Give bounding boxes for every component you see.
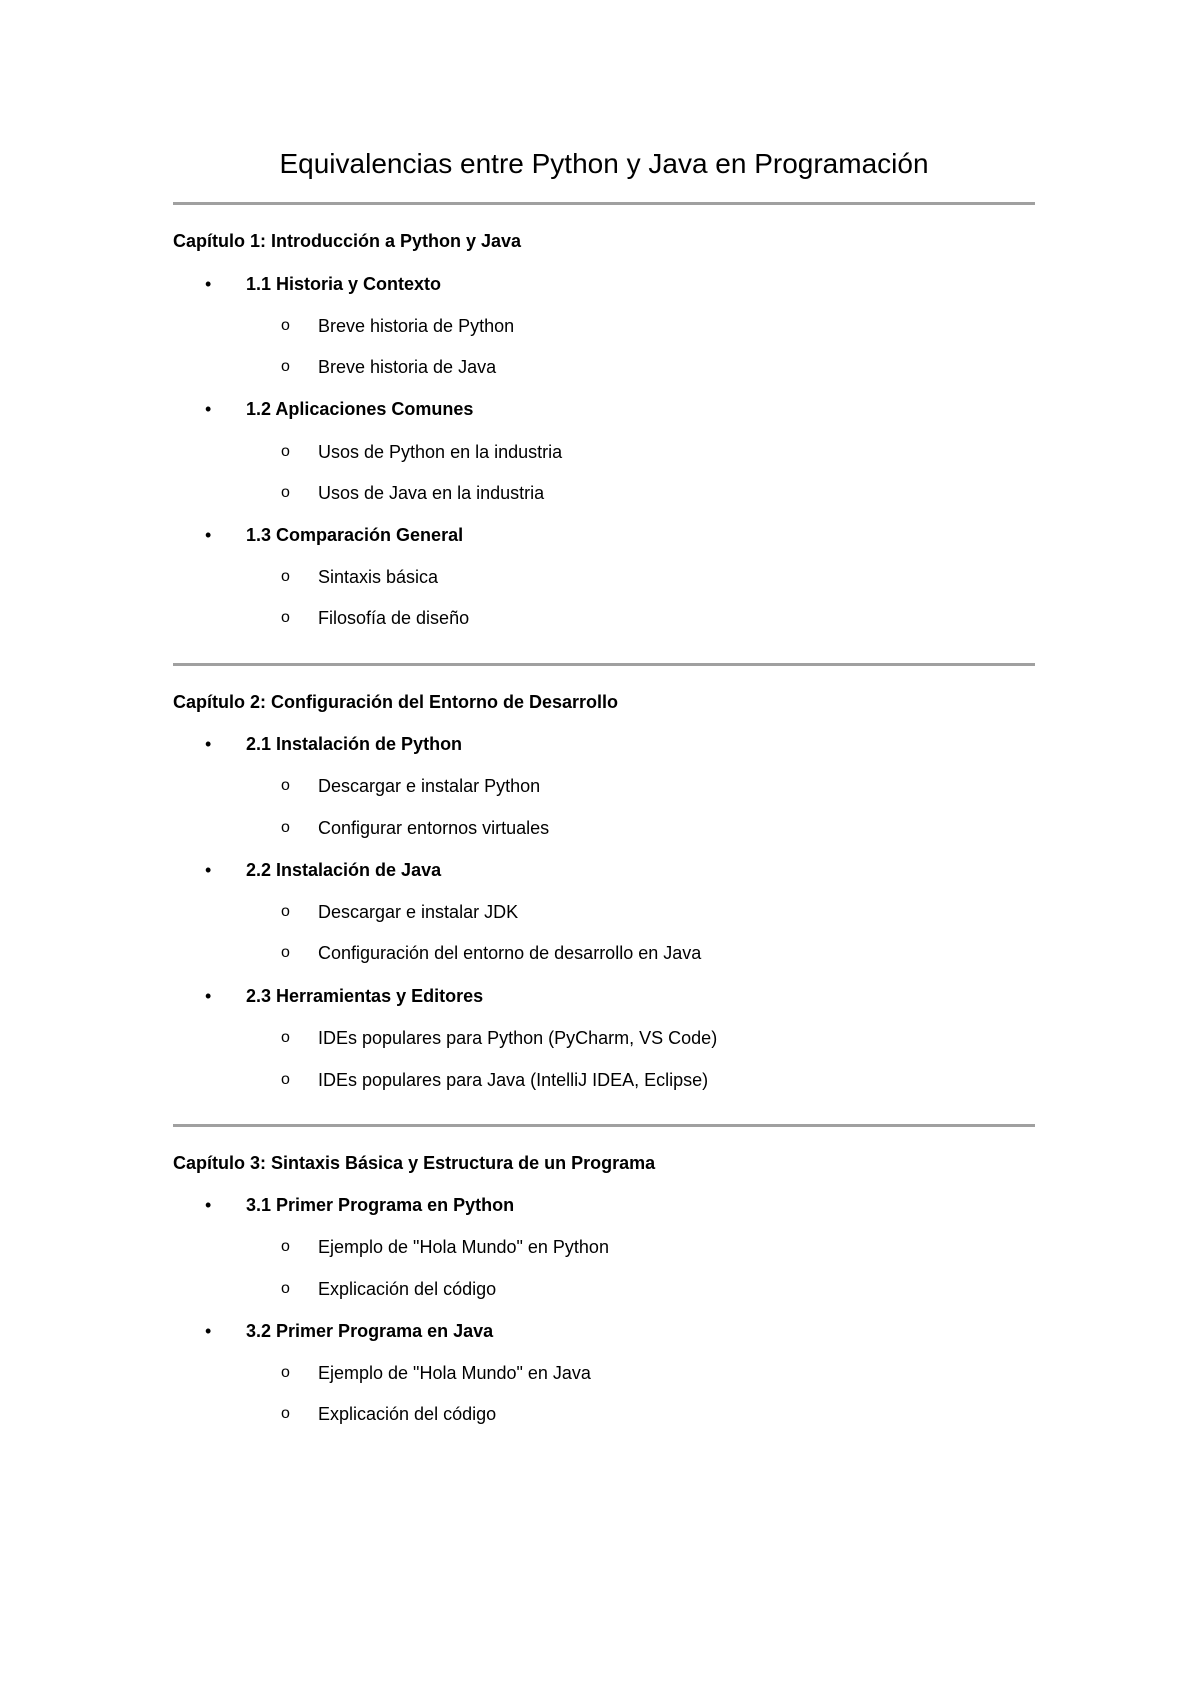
sub-item-label: Descargar e instalar JDK: [318, 902, 519, 922]
bullet-icon: •: [205, 525, 212, 545]
chapter-heading: Capítulo 3: Sintaxis Básica y Estructura de un Programa: [173, 1153, 656, 1173]
section-label: 1.2 Aplicaciones Comunes: [246, 399, 474, 419]
sub-bullet-icon: o: [281, 484, 290, 501]
section-label: 3.2 Primer Programa en Java: [246, 1321, 494, 1341]
section-label: 2.1 Instalación de Python: [246, 734, 463, 754]
horizontal-rule: [173, 663, 1035, 666]
sub-bullet-icon: o: [281, 819, 290, 836]
sub-bullet-icon: o: [281, 1029, 290, 1046]
horizontal-rule: [173, 202, 1035, 205]
sub-bullet-icon: o: [281, 1364, 290, 1381]
sub-item-label: Configuración del entorno de desarrollo en Java: [318, 943, 702, 963]
sub-bullet-icon: o: [281, 1405, 290, 1422]
horizontal-rule: [173, 1124, 1035, 1127]
sub-bullet-icon: o: [281, 944, 290, 961]
section-label: 2.2 Instalación de Java: [246, 860, 442, 880]
bullet-icon: •: [205, 399, 212, 419]
sub-bullet-icon: o: [281, 568, 290, 585]
sub-bullet-icon: o: [281, 1071, 290, 1088]
sub-item-label: Breve historia de Python: [318, 316, 515, 336]
document-title: Equivalencias entre Python y Java en Programación: [279, 148, 929, 179]
chapter-heading: Capítulo 2: Configuración del Entorno de Desarrollo: [173, 692, 619, 712]
sub-bullet-icon: o: [281, 358, 290, 375]
sub-item-label: Explicación del código: [318, 1404, 497, 1424]
bullet-icon: •: [205, 274, 212, 294]
sub-item-label: Breve historia de Java: [318, 357, 497, 377]
sub-item-label: Ejemplo de "Hola Mundo" en Java: [318, 1363, 591, 1383]
sub-bullet-icon: o: [281, 609, 290, 626]
sub-item-label: Configurar entornos virtuales: [318, 818, 550, 838]
section-label: 2.3 Herramientas y Editores: [246, 986, 484, 1006]
sub-item-label: Usos de Java en la industria: [318, 483, 545, 503]
sub-item-label: Sintaxis básica: [318, 567, 439, 587]
sub-item-label: Usos de Python en la industria: [318, 442, 563, 462]
bullet-icon: •: [205, 860, 212, 880]
bullet-icon: •: [205, 1321, 212, 1341]
sub-item-label: Ejemplo de "Hola Mundo" en Python: [318, 1237, 609, 1257]
section-label: 1.3 Comparación General: [246, 525, 464, 545]
chapter-heading: Capítulo 1: Introducción a Python y Java: [173, 231, 522, 251]
bullet-icon: •: [205, 1195, 212, 1215]
sub-bullet-icon: o: [281, 317, 290, 334]
sub-bullet-icon: o: [281, 903, 290, 920]
sub-item-label: Explicación del código: [318, 1279, 497, 1299]
sub-bullet-icon: o: [281, 443, 290, 460]
section-label: 1.1 Historia y Contexto: [246, 274, 442, 294]
sub-item-label: IDEs populares para Python (PyCharm, VS Code): [318, 1028, 718, 1048]
sub-item-label: IDEs populares para Java (IntelliJ IDEA, Eclipse): [318, 1070, 709, 1090]
sub-item-label: Filosofía de diseño: [318, 608, 470, 628]
sub-item-label: Descargar e instalar Python: [318, 776, 541, 796]
bullet-icon: •: [205, 986, 212, 1006]
bullet-icon: •: [205, 734, 212, 754]
sub-bullet-icon: o: [281, 1238, 290, 1255]
section-label: 3.1 Primer Programa en Python: [246, 1195, 515, 1215]
sub-bullet-icon: o: [281, 1280, 290, 1297]
sub-bullet-icon: o: [281, 777, 290, 794]
